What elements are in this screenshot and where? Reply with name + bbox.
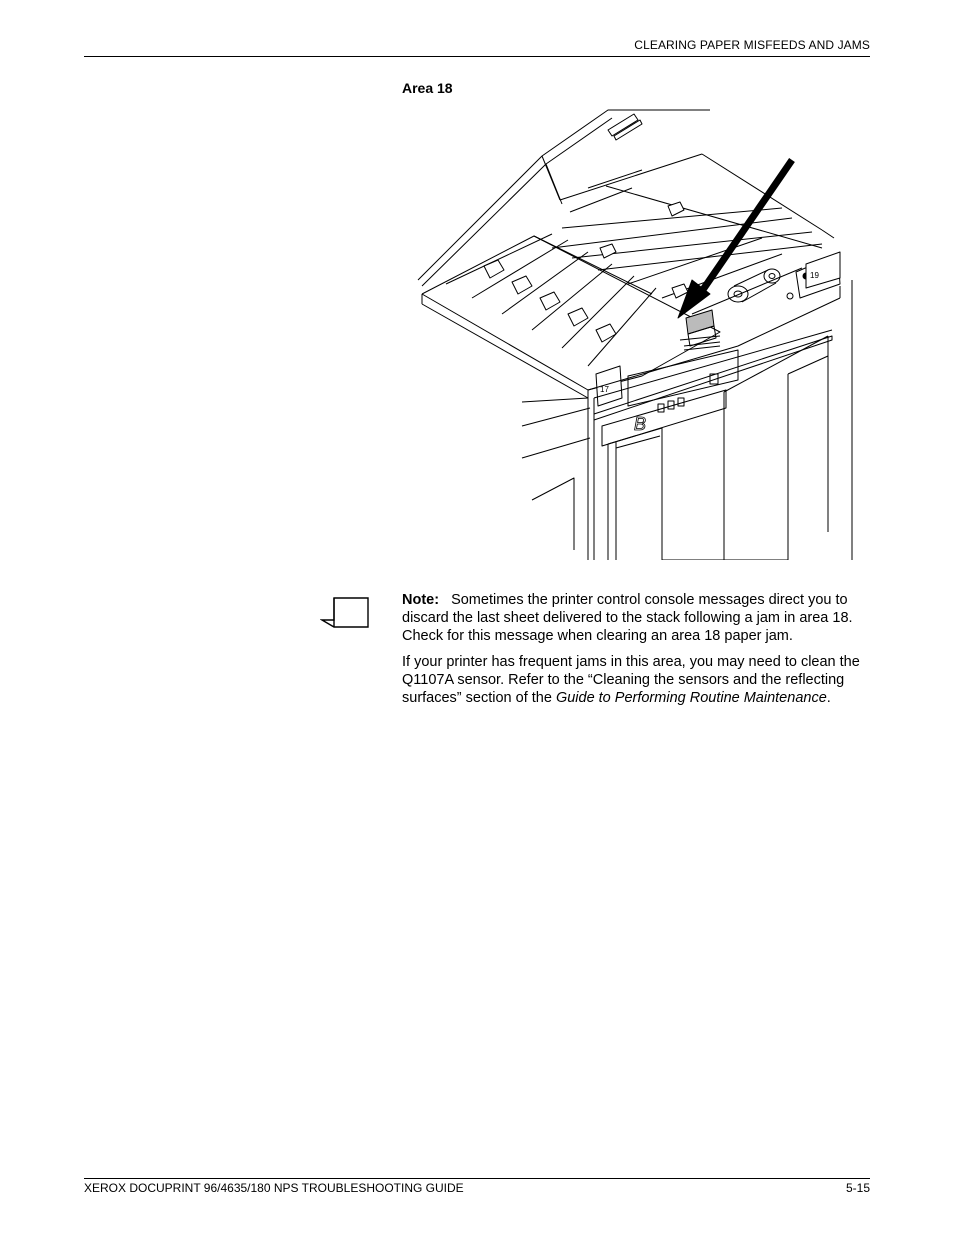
footer-rule [84,1178,870,1179]
note-block [402,591,870,645]
note-text: Sometimes the printer control console messages direct you to discard the last sheet delivered to the stack following a jam in area 18. Check for this message when clearing an area 18 paper jam. [402,592,853,644]
note-label: Note: [402,592,440,608]
page-number: 5-15 [845,1181,870,1195]
door-letter-b: B [634,414,647,434]
area-18-illustration [402,108,858,560]
machine-body [422,280,852,560]
paragraph-text: If your printer has frequent jams in this area, you may need to clean the Q1107A sensor. Refer to the “Cleaning the sensors and the reflecting surfaces” section of the [402,654,860,706]
paragraph-end: . [826,690,831,706]
maintenance-paragraph [402,653,870,707]
note-icon [320,596,372,632]
area-19-label: 19 [810,271,819,280]
section-heading: Area 18 [402,80,453,96]
running-header: CLEARING PAPER MISFEEDS AND JAMS [634,38,870,52]
footer-doc-title: XEROX DOCUPRINT 96/4635/180 NPS TROUBLESHOOTING GUIDE [84,1181,464,1195]
sensor-q1107a [680,310,720,350]
guide-title: Guide to Performing Routine Maintenance [555,690,827,706]
header-rule [84,56,870,57]
open-cover [418,110,834,286]
pointer-arrow [678,160,792,318]
area-17-label: 17 [600,385,609,394]
